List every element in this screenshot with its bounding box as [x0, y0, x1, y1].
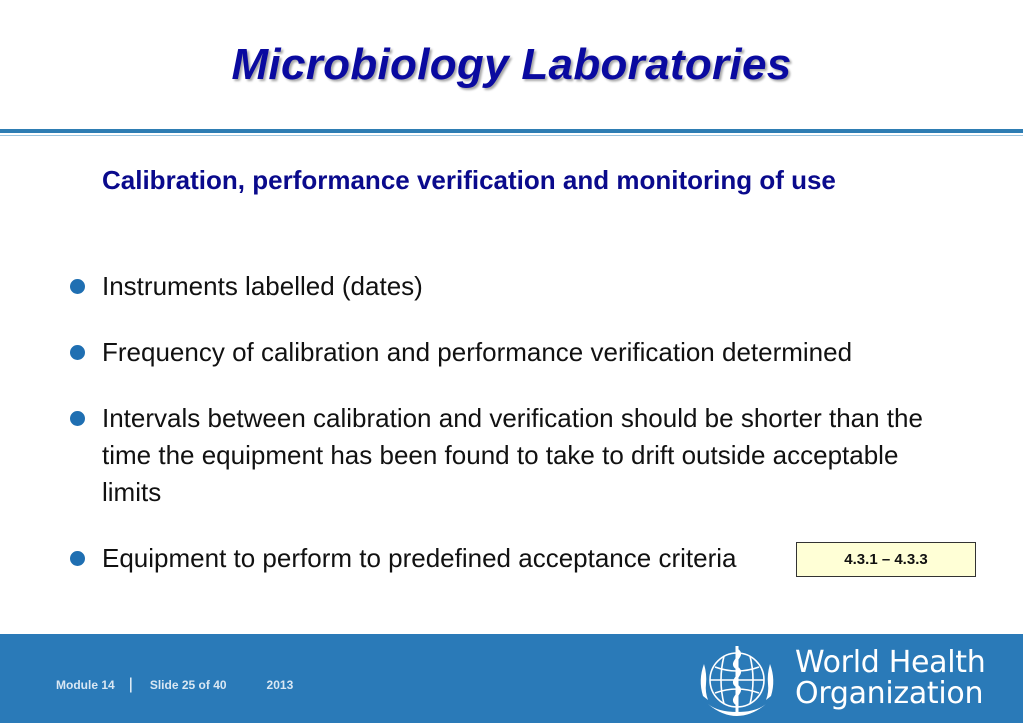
module-label: Module 14 [56, 678, 115, 692]
bullet-item [64, 268, 944, 305]
reference-box [796, 542, 976, 577]
bullet-text: Frequency of calibration and performance verification determined [102, 337, 853, 367]
org-name-line1: World Health [795, 645, 986, 680]
org-name-line2: Organization [795, 676, 984, 711]
reference-label: 4.3.1 – 4.3.3 [844, 551, 928, 568]
title-divider [0, 129, 1023, 133]
bullet-text: Intervals between calibration and verification should be shorter than the time the equipment has been found to take to drift outside acceptable limits [102, 403, 923, 507]
slide-number: Slide 25 of 40 [149, 678, 227, 692]
organization-name [795, 647, 985, 709]
bullet-item [64, 334, 944, 371]
footer-bar [0, 634, 1023, 723]
footer-meta [56, 676, 293, 694]
bullet-dot-icon [70, 551, 85, 566]
bullet-text: Instruments labelled (dates) [102, 271, 423, 301]
slide-subheading: Calibration, performance verification and monitoring of use [102, 165, 836, 195]
bullet-dot-icon [70, 345, 85, 360]
bullet-dot-icon [70, 279, 85, 294]
title-divider-thin [0, 135, 1023, 136]
slide-title: Microbiology Laboratories [231, 40, 792, 89]
footer-year: 2013 [266, 678, 294, 692]
bullet-dot-icon [70, 411, 85, 426]
who-emblem-icon [694, 640, 780, 720]
bullet-list [64, 268, 944, 577]
bullet-item [64, 400, 944, 511]
footer-separator: | [128, 676, 133, 693]
bullet-text: Equipment to perform to predefined acceptance criteria [102, 543, 737, 573]
